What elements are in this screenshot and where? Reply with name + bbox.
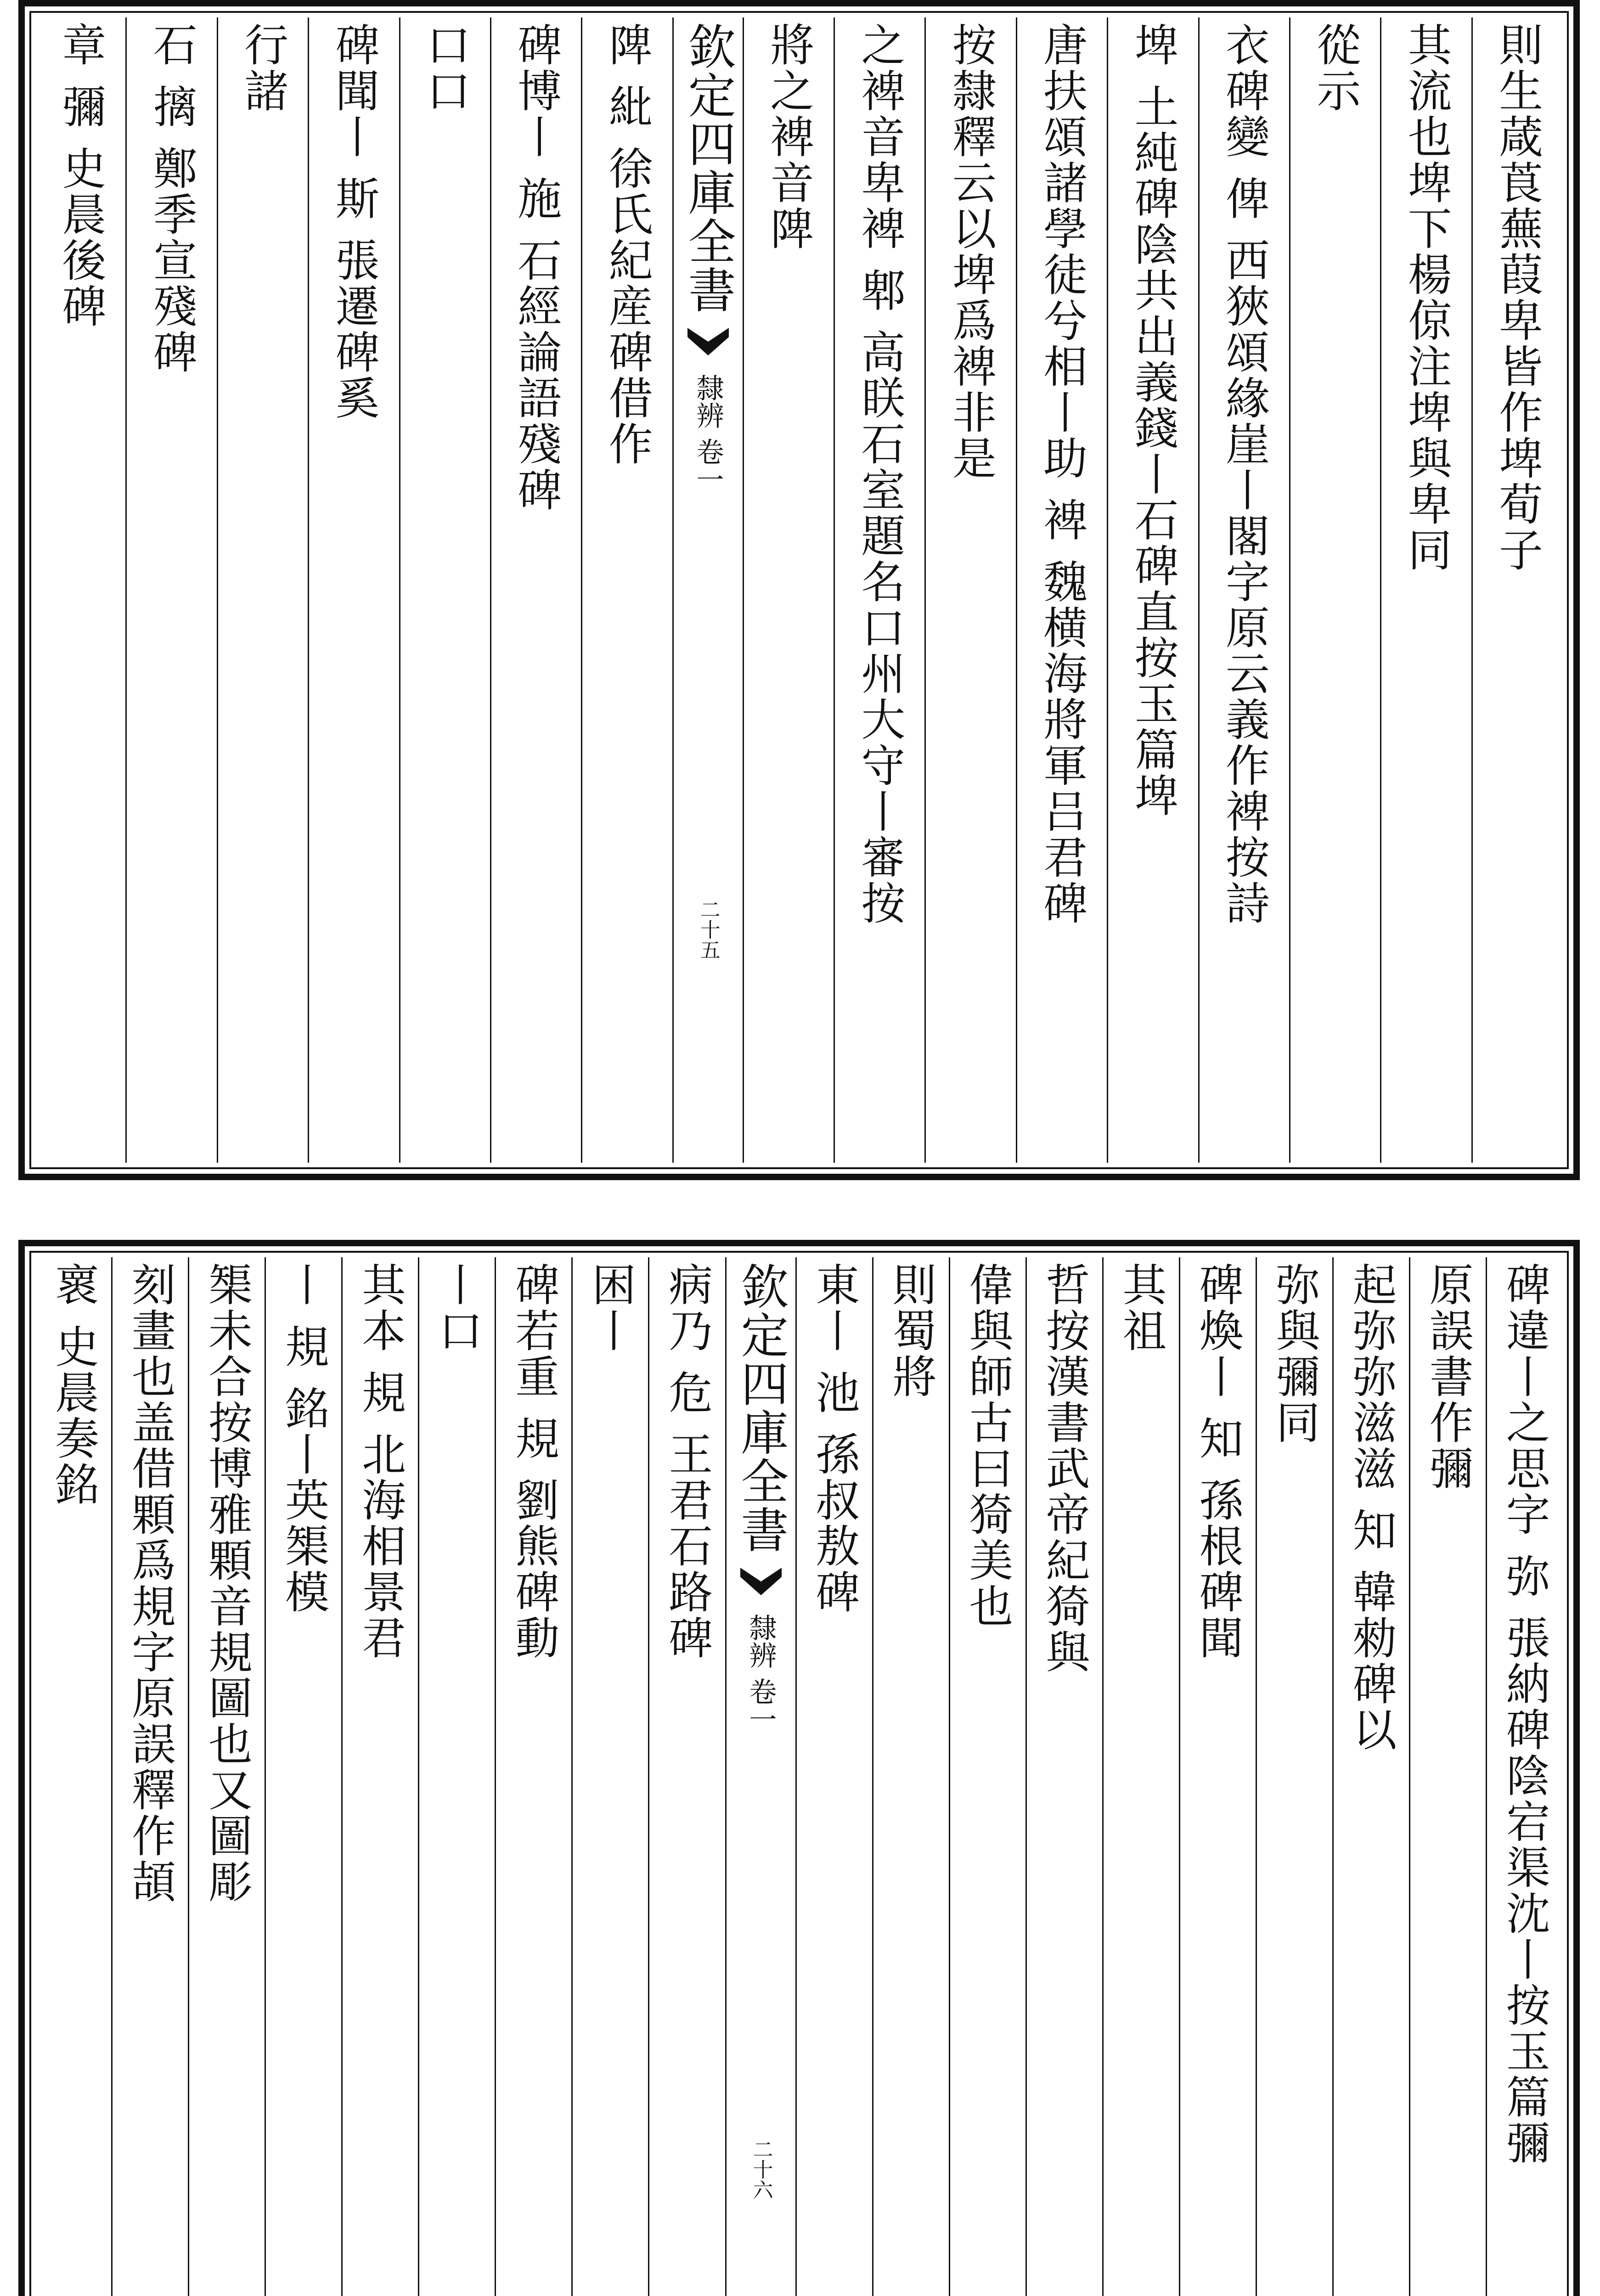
- text-column: [1108, 17, 1199, 1163]
- column-text: 其流也埤下楊倞注埤與卑同: [1401, 22, 1453, 573]
- column-text: 丨 規 銘丨英榘模: [278, 1262, 330, 1615]
- column-text: 弥與彌同: [1269, 1262, 1321, 1446]
- text-column: [1290, 17, 1381, 1163]
- bottom-columns: [36, 1257, 1562, 2296]
- page-number: 二十六: [749, 2139, 773, 2200]
- column-text: 困丨: [585, 1262, 637, 1354]
- text-column: [491, 17, 582, 1163]
- text-column: [797, 1257, 873, 2296]
- page-center-column: [727, 1257, 797, 2296]
- text-column: [218, 17, 309, 1163]
- text-column: [127, 17, 218, 1163]
- column-text: 則蜀將: [885, 1262, 937, 1400]
- column-text: 刻畫也盖借顆爲規字原誤釋作頡: [124, 1262, 176, 1905]
- volume-label: 隸辨 卷一: [692, 374, 724, 493]
- text-column: [1334, 1257, 1410, 2296]
- text-column: [1017, 17, 1108, 1163]
- text-column: [343, 1257, 419, 2296]
- text-column: [649, 1257, 726, 2296]
- text-column: [1027, 1257, 1104, 2296]
- column-text: 行諸: [237, 22, 289, 114]
- text-column: [873, 1257, 950, 2296]
- column-text: 丨口: [431, 1262, 483, 1354]
- text-column: [400, 17, 491, 1163]
- column-text: 其祖: [1115, 1262, 1167, 1354]
- book-title: 欽定四庫全書: [732, 1262, 789, 1554]
- top-columns: [36, 17, 1562, 1163]
- column-text: 碑煥丨 知 孫根碑聞: [1192, 1262, 1244, 1661]
- text-column: [1180, 1257, 1257, 2296]
- fish-tail-mark-icon: [740, 1568, 782, 1595]
- column-text: 起弥弥滋滋 知 韓勑碑以: [1346, 1262, 1397, 1753]
- column-text: 榘未合按博雅顆音規圖也又圖彫: [201, 1262, 253, 1905]
- column-text: 其本 規 北海相景君: [355, 1262, 406, 1661]
- volume-label: 隸辨 卷一: [744, 1614, 777, 1733]
- text-column: [419, 1257, 496, 2296]
- text-column: [496, 1257, 573, 2296]
- column-text: 將之裨音陴: [763, 22, 815, 252]
- text-column: [1487, 1257, 1562, 2296]
- column-text: 口口: [419, 22, 471, 114]
- text-column: [1257, 1257, 1334, 2296]
- text-column: [835, 17, 926, 1163]
- column-text: 陴 紕 徐氏紀産碑借作: [602, 22, 654, 467]
- text-column: [266, 1257, 343, 2296]
- column-text: 哲按漢書武帝紀猗與: [1038, 1262, 1090, 1675]
- text-column: [950, 1257, 1027, 2296]
- text-column: [1200, 17, 1290, 1163]
- text-column: [309, 17, 400, 1163]
- column-text: 碑博丨 施 石經論語殘碑: [510, 22, 562, 513]
- text-column: [1104, 1257, 1180, 2296]
- column-text: 原誤書作彌: [1422, 1262, 1474, 1491]
- fish-tail-mark-icon: [687, 328, 729, 355]
- text-column: [744, 17, 835, 1163]
- column-text: 石 摛 鄭季宣殘碑: [146, 22, 198, 376]
- text-column: [926, 17, 1017, 1163]
- text-column: [582, 17, 673, 1163]
- text-column: [573, 1257, 649, 2296]
- column-text: 衣碑變 俾 西狹頌緣崖丨閣字原云義作裨按詩: [1218, 22, 1270, 927]
- page-number: 二十五: [696, 899, 720, 960]
- column-text: 之裨音卑裨 郫 高眹石室題名口州大守丨審按: [854, 22, 906, 927]
- column-text: 病乃 危 王君石路碑: [661, 1262, 713, 1661]
- text-column: [1473, 17, 1562, 1163]
- page-center-column: [674, 17, 744, 1163]
- column-text: 碑聞丨 斯 張遷碑奚: [328, 22, 380, 422]
- column-text: 偉與師古曰猗美也: [962, 1262, 1014, 1629]
- book-title: 欽定四庫全書: [680, 22, 736, 314]
- bottom-page-panel: [18, 1240, 1580, 2296]
- column-text: 從示: [1309, 22, 1361, 114]
- column-text: 埤 土純碑陰共出義錢丨石碑直按玉篇埤: [1127, 22, 1179, 819]
- text-column: [1410, 1257, 1487, 2296]
- column-text: 則生葴莨蕪葭卑皆作埤荀子: [1492, 22, 1544, 573]
- text-column: [36, 1257, 113, 2296]
- text-column: [1381, 17, 1472, 1163]
- column-text: 東丨 池 孫叔敖碑: [808, 1262, 860, 1615]
- column-text: 唐扶頌諸學徒兮相丨助 裨 魏横海將軍吕君碑: [1036, 22, 1088, 927]
- column-text: 碑若重 規 劉熊碑動: [508, 1262, 560, 1661]
- column-text: 碑違丨之思字 弥 張納碑陰宕渠沈丨按玉篇彌: [1499, 1262, 1551, 2167]
- top-page-panel: [18, 0, 1580, 1180]
- text-column: [36, 17, 127, 1163]
- text-column: [113, 1257, 189, 2296]
- column-text: 褱 史晨奏銘: [48, 1262, 100, 1508]
- column-text: 章 彌 史晨後碑: [55, 22, 107, 330]
- column-text: 按隸釋云以埤爲裨非是: [945, 22, 997, 481]
- text-column: [189, 1257, 266, 2296]
